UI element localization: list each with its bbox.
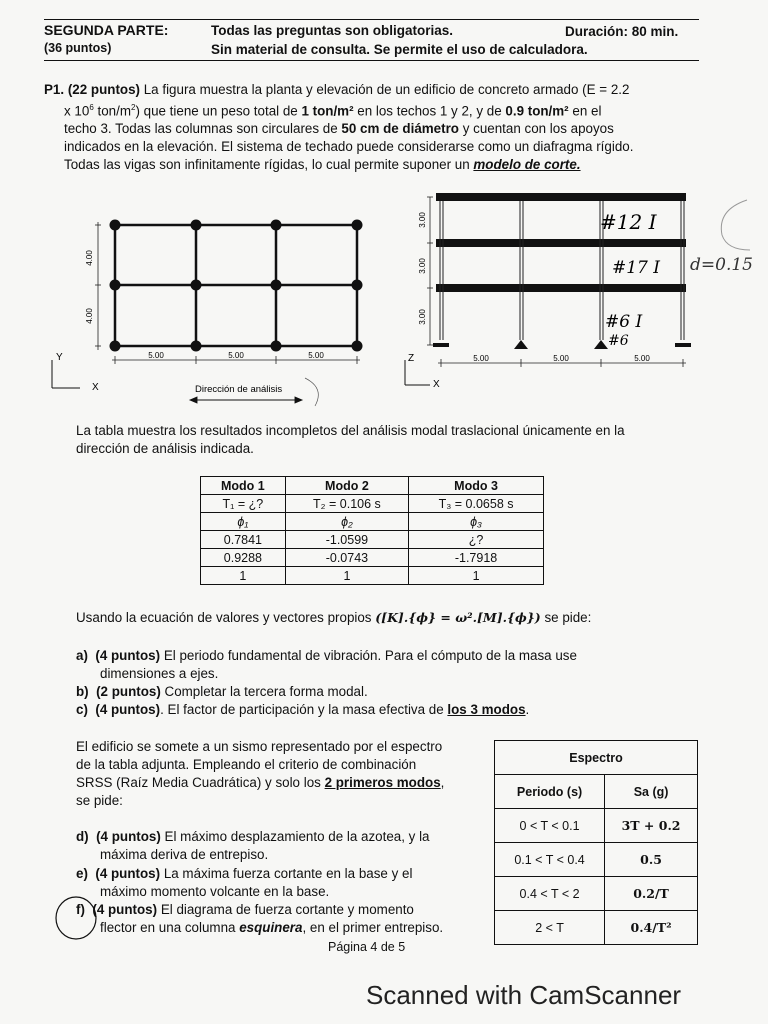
direction-arrow <box>190 397 302 403</box>
plan-grid <box>115 225 357 346</box>
handwritten-note-4: #6 I <box>605 312 643 332</box>
question-a: a) (4 puntos) El periodo fundamental de vibración. Para el cómputo de la masa use dimensiones a ejes. <box>76 648 577 681</box>
plan-dim-y-1: 4.00 <box>85 250 94 266</box>
eigen-equation: ([K].{ϕ} = ω².[M].{ϕ}) <box>375 610 541 625</box>
handwritten-note-3: d=0.15 <box>690 255 753 275</box>
spectrum-header: Periodo (s) Sa (g) <box>495 775 698 809</box>
elev-dim-z-1: 3.00 <box>418 309 427 325</box>
spectrum-title: Espectro <box>495 741 698 775</box>
elev-axis-x: X <box>433 379 440 390</box>
plan-dimension-lines <box>95 222 360 364</box>
header-line-1: Todas las preguntas son obligatorias. <box>211 23 454 38</box>
handwritten-note-1: #12 I <box>600 210 657 234</box>
header-rule-top <box>44 19 699 20</box>
plan-dim-x-2: 5.00 <box>228 351 244 360</box>
part-points: (36 puntos) <box>44 41 112 55</box>
page-number: Página 4 de 5 <box>328 940 406 954</box>
elevation-drawing <box>400 185 700 400</box>
plan-axis-x: X <box>92 382 99 393</box>
table-row: 0 < T < 0.1 3T + 0.2 <box>495 809 698 843</box>
direction-label: Dirección de análisis <box>195 384 283 395</box>
header-line-2: Sin material de consulta. Se permite el uso de calculadora. <box>211 42 588 57</box>
table-row: 0.4 < T < 2 0.2/T <box>495 877 698 911</box>
part-title: SEGUNDA PARTE: <box>44 22 169 38</box>
plan-dim-x-3: 5.00 <box>308 351 324 360</box>
table-row: 0.7841 -1.0599 ¿? <box>201 531 544 549</box>
header-rule-bottom <box>44 60 699 61</box>
table-row: 0.9288 -0.0743 -1.7918 <box>201 549 544 567</box>
plan-drawing <box>40 200 390 410</box>
plan-axis-y: Y <box>56 352 63 363</box>
handwritten-note-2: #17 I <box>612 258 660 278</box>
sismo-paragraph: El edificio se somete a un sismo representado por el espectro de la tabla adjunta. Empleando el criterio de combinación SRSS (Raíz Media Cuadrática) y solo los 2 primeros modos, se pide: <box>76 739 445 808</box>
elev-dim-z-3: 3.00 <box>418 212 427 228</box>
elev-dim-x-2: 5.00 <box>553 354 569 363</box>
spectrum-table <box>494 740 698 945</box>
plan-axes <box>52 360 80 388</box>
elev-axis-z: Z <box>408 353 415 364</box>
table-intro-2: dirección de análisis indicada. <box>76 441 254 456</box>
table-row: T₁ = ¿? T₂ = 0.106 s T₃ = 0.0658 s <box>201 495 544 513</box>
plan-dim-x-1: 5.00 <box>148 351 164 360</box>
p1-points: (22 puntos) <box>67 82 141 97</box>
handwritten-note-5: #6 <box>608 333 629 349</box>
eigen-equation-line: Usando la ecuación de valores y vectores propios ([K].{ϕ} = ω².[M].{ϕ}) se pide: <box>76 610 592 625</box>
question-e: e) (4 puntos) La máxima fuerza cortante en la base y el máximo momento volcante en la base. <box>76 866 413 899</box>
plan-dim-y-2: 4.00 <box>85 308 94 324</box>
modal-table <box>200 476 544 585</box>
table-intro-1: La tabla muestra los resultados incompletos del análisis modal traslacional únicamente en la <box>76 423 625 438</box>
question-f: f) (4 puntos) El diagrama de fuerza cortante y momento flector en una columna esquinera, en el primer entrepiso. <box>76 902 444 935</box>
table-row: ϕ₁ ϕ₂ ϕ₃ <box>201 513 544 531</box>
table-row: 0.1 < T < 0.4 0.5 <box>495 843 698 877</box>
p1-paragraph: P1. (22 puntos) La figura muestra la planta y elevación de un edificio de concreto armado (E = 2.2 x $10^6$ ton/$m^2$) que tiene un peso total de 1 ton/m² en los techos 1 y 2, y de 0.9 ton/m² en el techo 3. Todas las columnas son circulares de 50 cm de diámetro y cuentan con los apoyos indicados en la elevación. El sistema de techado puede considerarse como un diafragma rígido. Todas las vigas son infinitamente rígidas, lo cual permite suponer un modelo de corte. <box>44 82 634 173</box>
elevation-supports <box>433 340 691 349</box>
modal-table-header: Modo 1 Modo 2 Modo 3 <box>201 477 544 495</box>
table-row: 1 1 1 <box>201 567 544 585</box>
scribble-mark <box>305 378 318 406</box>
table-row: 2 < T 0.4/T² <box>495 911 698 945</box>
question-d: d) (4 puntos) El máximo desplazamiento de la azotea, y la máxima deriva de entrepiso. <box>76 829 430 862</box>
circle-mark <box>52 895 100 943</box>
question-c: c) (4 puntos). El factor de participación y la masa efectiva de los 3 modos. <box>76 702 530 717</box>
elev-dim-z-2: 3.00 <box>418 258 427 274</box>
question-b: b) (2 puntos) Completar la tercera forma modal. <box>76 684 368 699</box>
margin-scribble <box>712 195 752 255</box>
scanner-watermark: Scanned with CamScanner <box>366 980 682 1010</box>
elev-dim-x-1: 5.00 <box>473 354 489 363</box>
elev-dim-x-3: 5.00 <box>634 354 650 363</box>
p1-label: P1. <box>44 82 65 97</box>
duration: Duración: 80 min. <box>565 24 679 39</box>
